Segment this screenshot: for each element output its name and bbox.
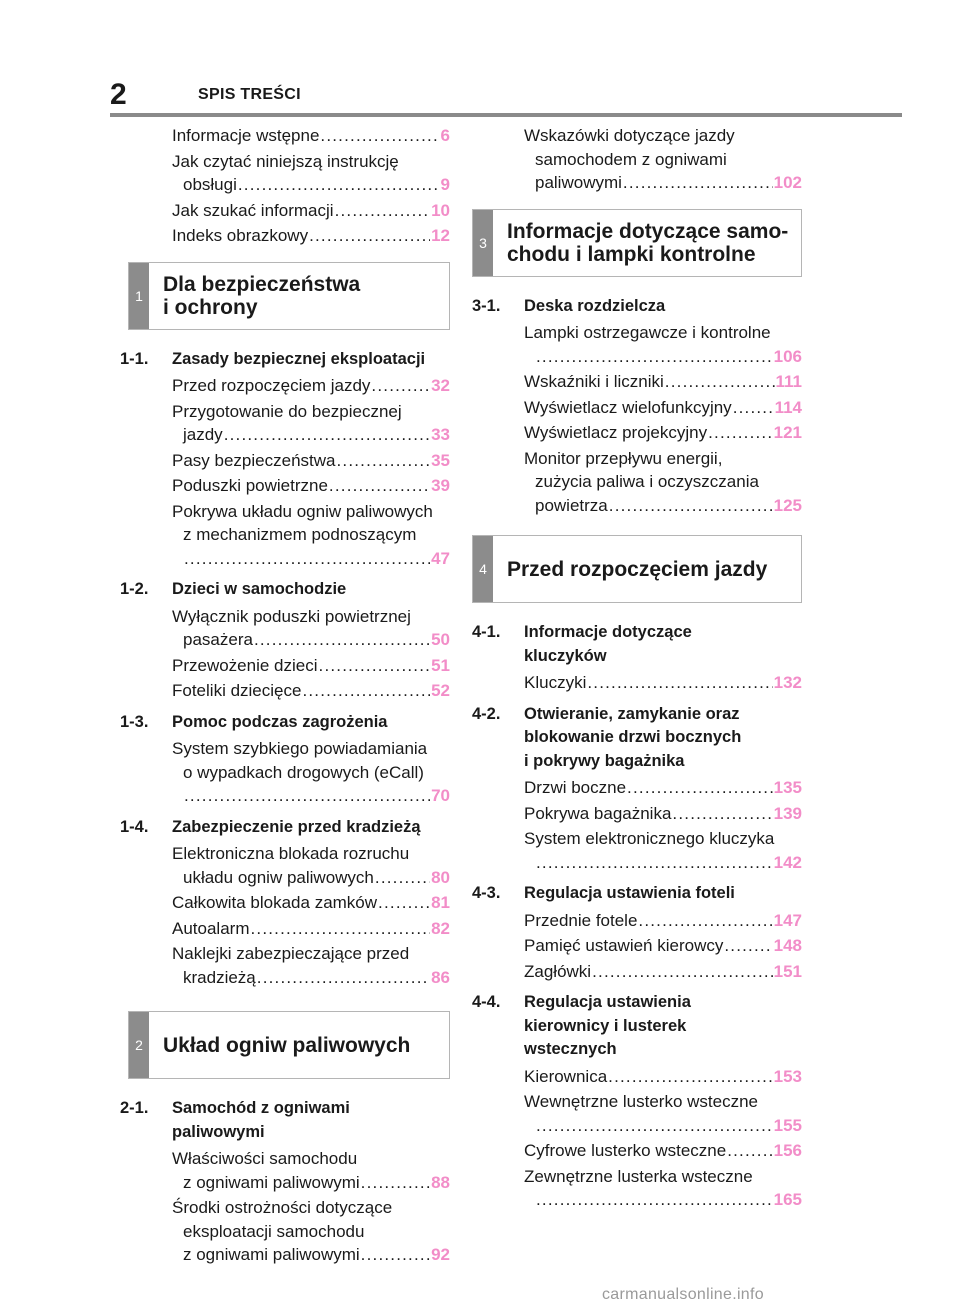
toc-entry[interactable]: Przed rozpoczęciem jazdy ..... 32 <box>120 374 450 398</box>
page-ref: 111 <box>775 372 802 391</box>
toc-entry[interactable]: Elektroniczna blokada rozruchu układu ogniw paliwowych ..... 80 <box>120 842 450 889</box>
section-heading[interactable]: 3-1. Deska rozdzielcza <box>472 296 666 315</box>
toc-entry[interactable]: Wskazówki dotyczące jazdy samochodem z ogniwami paliwowymi ..... 102 <box>472 124 802 195</box>
toc-entry[interactable]: Foteliki dziecięce ..... 52 <box>120 679 450 703</box>
section-heading[interactable]: 1-4. Zabezpieczenie przed kradzieżą <box>120 817 421 836</box>
page-ref: 151 <box>773 961 802 981</box>
toc-entry[interactable]: Poduszki powietrzne ..... 39 <box>120 474 450 498</box>
chapter-title: Dla bezpieczeństwa i ochrony <box>163 272 361 319</box>
page-header <box>110 78 900 118</box>
page-ref: 9 <box>440 175 450 194</box>
page-number: 2 <box>110 78 127 111</box>
section-heading[interactable]: 4-3. Regulacja ustawienia foteli <box>472 884 735 902</box>
toc-column-left <box>120 124 450 1269</box>
page-ref: 106 <box>773 346 802 366</box>
page-ref: 35 <box>431 450 450 470</box>
page-ref: 86 <box>431 967 450 987</box>
toc-entry[interactable]: Przewożenie dzieci ..... 51 <box>120 654 450 678</box>
page-ref: 51 <box>431 655 450 675</box>
section-heading[interactable]: 2-1. Samochód z ogniwami paliwowymi <box>120 1099 350 1141</box>
page-ref: 102 <box>773 173 802 192</box>
toc-entry[interactable]: Pokrywa układu ogniw paliwowych z mechanizmem podnoszącym ..... 47 <box>120 500 450 571</box>
page-ref: 147 <box>773 910 802 930</box>
page-ref: 32 <box>431 376 450 395</box>
page-title: SPIS TREŚCI <box>198 86 301 103</box>
chapter-title: Układ ogniw paliwowych <box>163 1033 411 1057</box>
chapter-box-3[interactable] <box>472 209 802 277</box>
chapter-tab: 2 <box>129 1012 149 1078</box>
section-heading[interactable]: 4-1. Informacje dotyczące kluczyków <box>472 623 692 665</box>
toc-entry[interactable]: Monitor przepływu energii, zużycia paliwa i oczyszczania powietrza ..... 125 <box>472 447 802 518</box>
section-heading[interactable]: 4-2. Otwieranie, zamykanie oraz blokowanie drzwi bocznych i pokrywy bagażnika <box>472 704 742 770</box>
page-ref: 33 <box>431 425 450 444</box>
toc-entry[interactable]: Pasy bezpieczeństwa ..... 35 <box>120 449 450 473</box>
toc-entry[interactable]: Autoalarm ..... 82 <box>120 917 450 941</box>
chapter-tab: 3 <box>473 210 493 276</box>
toc-entry[interactable]: Pamięć ustawień kierowcy ..... 148 <box>472 934 802 958</box>
toc-entry[interactable]: Pokrywa bagażnika ..... 139 <box>472 802 802 826</box>
page-ref: 70 <box>431 786 450 805</box>
toc-entry[interactable]: Wyłącznik poduszki powietrznej pasażera ..... 50 <box>120 605 450 652</box>
chapter-title: Przed rozpoczęciem jazdy <box>507 557 768 581</box>
chapter-box-4[interactable] <box>472 535 802 603</box>
toc-entry[interactable]: Wyświetlacz wielofunkcyjny ..... 114 <box>472 396 802 420</box>
page-ref: 114 <box>774 397 802 417</box>
chapter-tab: 4 <box>473 536 493 602</box>
toc-entry[interactable]: Jak szukać informacji ..... 10 <box>120 199 450 223</box>
page-ref: 125 <box>773 495 802 515</box>
toc-entry[interactable]: System elektronicznego kluczyka ..... 142 <box>472 827 802 874</box>
toc-entry[interactable]: Lampki ostrzegawcze i kontrolne ..... 106 <box>472 321 802 368</box>
page-ref: 88 <box>431 1172 450 1192</box>
toc-entry[interactable]: Środki ostrożności dotyczące eksploatacji samochodu z ogniwami paliwowymi ..... 92 <box>120 1196 450 1267</box>
page-ref: 139 <box>773 803 802 823</box>
page-ref: 135 <box>773 778 802 797</box>
page-ref: 82 <box>431 918 450 938</box>
page-ref: 39 <box>431 476 450 495</box>
toc-entry[interactable]: Jak czytać niniejszą instrukcję obsługi ..... 9 <box>120 150 450 197</box>
toc-entry[interactable]: Wyświetlacz projekcyjny ..... 121 <box>472 421 802 445</box>
section-heading[interactable]: 1-2. Dzieci w samochodzie <box>120 580 347 598</box>
page-ref: 80 <box>431 867 450 887</box>
page-ref: 153 <box>773 1066 802 1086</box>
page-ref: 47 <box>431 548 450 568</box>
chapter-title: Informacje dotyczące samo- chodu i lampki kontrolne <box>507 219 789 266</box>
toc-entry[interactable]: Zewnętrzne lusterka wsteczne ..... 165 <box>472 1165 802 1212</box>
toc-entry[interactable]: Drzwi boczne ..... 135 <box>472 776 802 800</box>
page-ref: 148 <box>773 936 802 955</box>
toc-entry[interactable]: Zagłówki ..... 151 <box>472 960 802 984</box>
toc-entry[interactable]: Informacje wstępne ..... 6 <box>120 124 450 148</box>
page-ref: 132 <box>773 673 802 692</box>
chapter-box-2[interactable] <box>128 1011 450 1079</box>
page-ref: 142 <box>773 852 802 872</box>
toc-entry[interactable]: Naklejki zabezpieczające przed kradzieżą ..... 86 <box>120 942 450 989</box>
toc-entry[interactable]: Przygotowanie do bezpiecznej jazdy ..... 33 <box>120 400 450 447</box>
toc-entry[interactable]: Kierownica ..... 153 <box>472 1065 802 1089</box>
page-ref: 81 <box>431 893 450 912</box>
toc-entry[interactable]: Cyfrowe lusterko wsteczne ..... 156 <box>472 1139 802 1163</box>
section-heading[interactable]: 4-4. Regulacja ustawienia kierownicy i lusterek wstecznych <box>472 993 691 1058</box>
section-heading[interactable]: 1-1. Zasady bezpiecznej eksploatacji <box>120 349 426 368</box>
toc-entry[interactable]: Kluczyki ..... 132 <box>472 671 802 695</box>
header-divider <box>110 113 902 117</box>
page-ref: 50 <box>431 630 450 649</box>
page-ref: 155 <box>773 1115 802 1135</box>
toc-entry[interactable]: System szybkiego powiadamiania o wypadkach drogowych (eCall) ..... 70 <box>120 737 450 808</box>
toc-column-right <box>472 124 802 1214</box>
page-ref: 10 <box>431 200 450 220</box>
chapter-box-1[interactable] <box>128 262 450 330</box>
page-ref: 121 <box>773 423 802 442</box>
page-ref: 6 <box>440 126 450 145</box>
toc-entry[interactable]: Indeks obrazkowy ..... 12 <box>120 224 450 248</box>
page-ref: 92 <box>431 1245 450 1264</box>
toc-entry[interactable]: Całkowita blokada zamków ..... 81 <box>120 891 450 915</box>
toc-entry[interactable]: Wewnętrzne lusterko wsteczne ..... 155 <box>472 1090 802 1137</box>
toc-entry[interactable]: Wskaźniki i liczniki ..... 111 <box>472 370 802 394</box>
section-heading[interactable]: 1-3. Pomoc podczas zagrożenia <box>120 712 388 731</box>
watermark: carmanualsonline.info <box>602 1286 764 1303</box>
page-ref: 52 <box>431 681 450 700</box>
toc-entry[interactable]: Właściwości samochodu z ogniwami paliwowymi ..... 88 <box>120 1147 450 1194</box>
page-ref: 165 <box>773 1190 802 1209</box>
page-ref: 156 <box>773 1141 802 1160</box>
page-ref: 12 <box>431 226 450 245</box>
chapter-tab: 1 <box>129 263 149 329</box>
toc-entry[interactable]: Przednie fotele ..... 147 <box>472 909 802 933</box>
